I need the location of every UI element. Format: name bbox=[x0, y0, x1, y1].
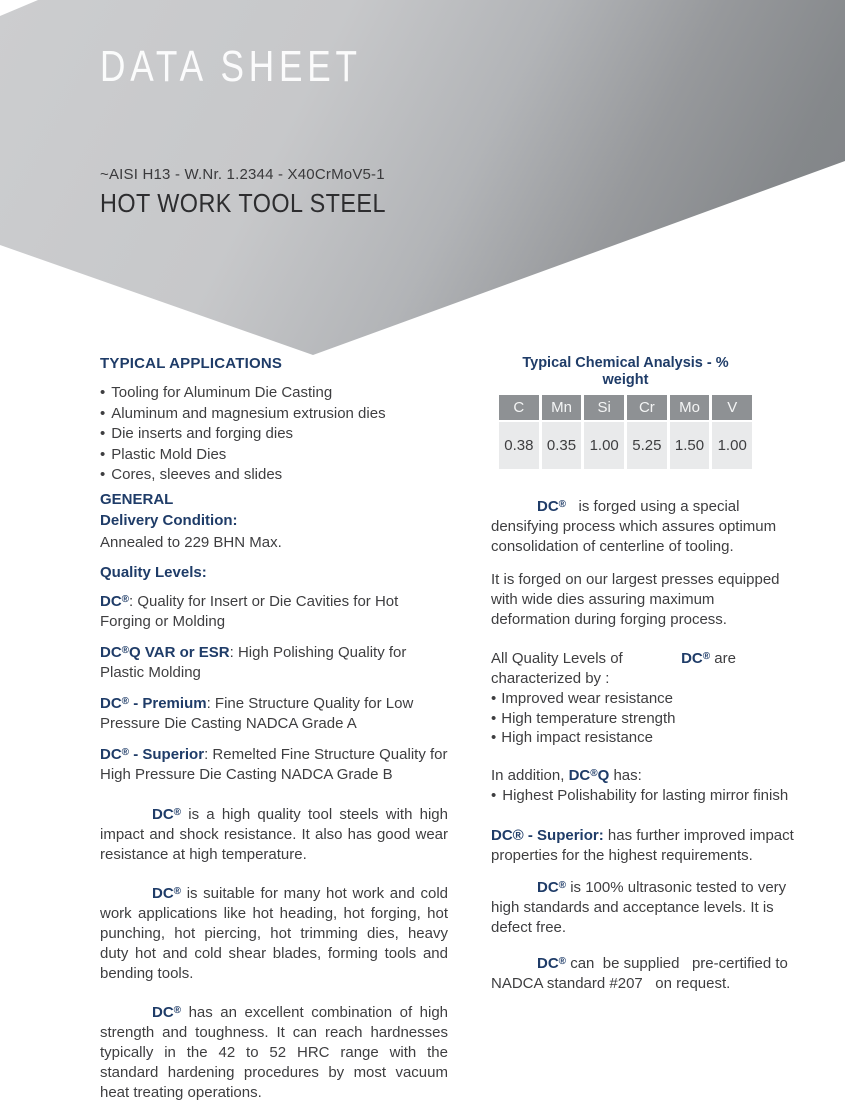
list-item-label: Aluminum and magnesium extrusion dies bbox=[111, 404, 386, 422]
paragraph-strength-toughness: DC® has an excellent combination of high strength and toughness. It can reach hardnesses typically in the 42 to 52 HRC range with the standard hardening procedures by most vacuum heat treating operations. bbox=[100, 1003, 448, 1100]
product-title: HOT WORK TOOL STEEL bbox=[100, 188, 386, 218]
list-item-label: Die inserts and forging dies bbox=[111, 425, 294, 442]
quality-item-dcq-var-esr: DC®Q VAR or ESR: High Polishing Quality for Plastic Molding bbox=[100, 643, 407, 681]
paragraph-nadca-certified: DC® can be supplied pre-certified to NADCA standard #207 on request. bbox=[491, 954, 788, 992]
chem-value-cell: 1.00 bbox=[712, 422, 752, 469]
bullet-marker: • bbox=[100, 466, 106, 483]
chem-value-cell: 1.50 bbox=[670, 422, 710, 469]
bullet-marker: • bbox=[100, 425, 106, 442]
paragraph-largest-presses: It is forged on our largest presses equipped with wide dies assuring maximum deformation during forging process. bbox=[491, 571, 780, 628]
addition-bullet-item bbox=[491, 786, 794, 806]
list-item-label: Plastic Mold Dies bbox=[111, 445, 227, 463]
quality-item-dc: DC®: Quality for Insert or Die Cavities for Hot Forging or Molding bbox=[100, 592, 399, 630]
list-item-label: Improved wear resistance bbox=[501, 690, 674, 707]
list-item bbox=[100, 424, 448, 445]
chem-header-cell: Si bbox=[584, 395, 624, 420]
list-item bbox=[491, 728, 794, 748]
list-item-label: Cores, sleeves and slides bbox=[111, 466, 283, 483]
bullet-marker: • bbox=[491, 690, 497, 707]
list-item bbox=[491, 689, 794, 709]
chem-header-cell: Mo bbox=[670, 395, 710, 420]
bullet-marker: • bbox=[100, 404, 106, 422]
right-column bbox=[491, 350, 794, 994]
applications-list bbox=[100, 383, 448, 486]
paragraph-ultrasonic-tested: DC® is 100% ultrasonic tested to very high standards and acceptance levels. It is defect free. bbox=[491, 878, 787, 936]
list-item bbox=[100, 465, 448, 486]
list-item-label: Tooling for Aluminum Die Casting bbox=[111, 384, 333, 401]
chem-value-cell: 5.25 bbox=[627, 422, 667, 469]
chemical-analysis-title: Typical Chemical Analysis - % weight bbox=[522, 355, 729, 388]
bullet-marker: • bbox=[100, 384, 106, 401]
paragraph-suitable-applications: DC® is suitable for many hot work and cold work applications like hot heading, hot forging, hot punching, hot piercing, hot trimming dies, heavy duty hot and cold shear blades, forming tools and bending tools. bbox=[100, 884, 448, 982]
chem-header-cell: Mn bbox=[542, 395, 582, 420]
chem-value-cell: 0.38 bbox=[499, 422, 539, 469]
general-heading: GENERAL bbox=[100, 490, 174, 508]
list-item bbox=[491, 709, 794, 729]
typical-applications-heading: TYPICAL APPLICATIONS bbox=[100, 355, 283, 372]
quality-item-dc-superior: DC® - Superior: Remelted Fine Structure Quality for High Pressure Die Casting NADCA Grade B bbox=[100, 745, 448, 783]
characteristics-list bbox=[491, 689, 794, 748]
bullet-marker: • bbox=[100, 445, 106, 463]
paragraph-in-addition: In addition, DC®Q has: bbox=[491, 766, 642, 784]
paragraph-forged-process: DC® is forged using a special densifying process which assures optimum consolidation of centerline of tooling. bbox=[491, 498, 777, 555]
chem-header-row bbox=[499, 395, 752, 420]
list-item-label: High temperature strength bbox=[501, 709, 676, 727]
list-item bbox=[100, 383, 448, 404]
quality-levels-heading: Quality Levels: bbox=[100, 563, 207, 581]
list-item bbox=[100, 445, 448, 466]
list-item-label: High impact resistance bbox=[501, 729, 653, 746]
chem-header-cell: Cr bbox=[627, 395, 667, 420]
delivery-condition-heading: Delivery Condition: bbox=[100, 511, 238, 529]
paragraph-superior-impact: DC® - Superior: has further improved impact properties for the highest requirements. bbox=[491, 826, 794, 864]
delivery-condition-value: Annealed to 229 BHN Max. bbox=[100, 533, 282, 551]
chem-value-cell: 0.35 bbox=[542, 422, 582, 469]
chem-value-row bbox=[499, 422, 752, 469]
bullet-marker: • bbox=[491, 786, 497, 804]
left-column bbox=[100, 350, 448, 1100]
bullet-marker: • bbox=[491, 729, 497, 746]
chem-header-cell: C bbox=[499, 395, 539, 420]
chem-value-cell: 1.00 bbox=[584, 422, 624, 469]
paragraph-high-quality: DC® is a high quality tool steels with high impact and shock resistance. It also has good wear resistance at high temperature. bbox=[100, 805, 448, 863]
paragraph-all-quality-levels: All Quality Levels of DC® are characterized by : bbox=[491, 650, 736, 687]
chemical-analysis-table bbox=[499, 395, 752, 469]
chem-header-cell: V bbox=[712, 395, 752, 420]
list-item-label: Highest Polishability for lasting mirror finish bbox=[502, 786, 789, 804]
list-item bbox=[100, 404, 448, 425]
quality-item-dc-premium: DC® - Premium: Fine Structure Quality for Low Pressure Die Casting NADCA Grade A bbox=[100, 694, 414, 732]
grade-designation: ~AISI H13 - W.Nr. 1.2344 - X40CrMoV5-1 bbox=[100, 166, 385, 183]
bullet-marker: • bbox=[491, 709, 497, 727]
banner-title: DATA SHEET bbox=[100, 42, 362, 91]
